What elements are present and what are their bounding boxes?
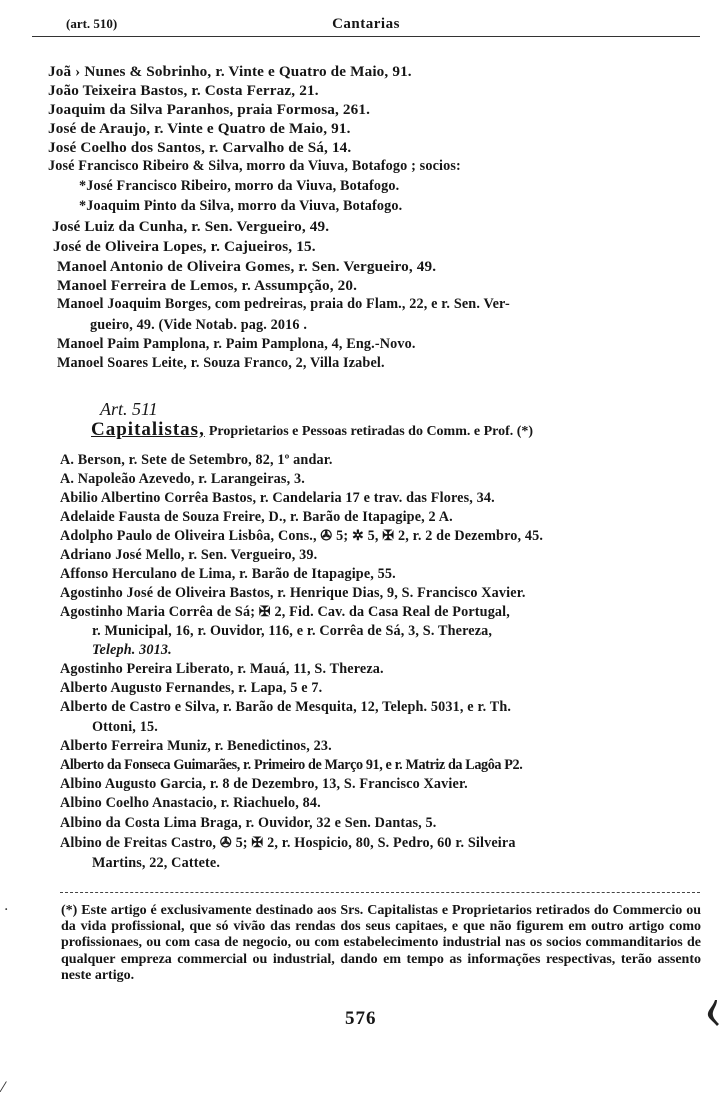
page-header (32, 16, 700, 38)
list-item: Manoel Soares Leite, r. Souza Franco, 2, Villa Izabel. (57, 355, 385, 371)
list-item: Martins, 22, Cattete. (92, 855, 221, 871)
list-item: Abilio Albertino Corrêa Bastos, r. Candelaria 17 e trav. das Flores, 34. (60, 490, 495, 506)
list-item: Adolpho Paulo de Oliveira Lisbôa, Cons., ✇ 5; ✲ 5, ✠ 2, r. 2 de Dezembro, 45. (60, 528, 544, 544)
article-number: Art. 511 (100, 399, 158, 419)
section-subtitle: Proprietarios e Pessoas retiradas do Comm. e Prof. (*) (208, 424, 534, 439)
list-item: Adelaide Fausta de Souza Freire, D., r. Barão de Itapagipe, 2 A. (60, 509, 453, 525)
list-item: José Francisco Ribeiro & Silva, morro da Viuva, Botafogo ; socios: (48, 158, 461, 174)
list-item: José Coelho dos Santos, r. Carvalho de Sá, 14. (48, 139, 352, 156)
article-reference: (art. 510) (66, 16, 118, 31)
list-item: A. Napoleão Azevedo, r. Larangeiras, 3. (60, 471, 305, 487)
list-item: Agostinho Pereira Liberato, r. Mauá, 11, S. Thereza. (60, 661, 384, 677)
list-item: Manoel Paim Pamplona, r. Paim Pamplona, 4, Eng.-Novo. (57, 336, 416, 352)
list-item: gueiro, 49. (Vide Notab. pag. 2016 . (90, 317, 308, 333)
header-rule (32, 36, 700, 37)
list-item: *José Francisco Ribeiro, morro da Viuva, Botafogo. (79, 178, 400, 194)
list-item: Manoel Ferreira de Lemos, r. Assumpção, 20. (57, 277, 358, 294)
margin-mark-icon: ⁄ (2, 1080, 5, 1096)
list-item: José Luiz da Cunha, r. Sen. Vergueiro, 49. (52, 218, 330, 235)
page-title: Cantarias (332, 16, 400, 32)
list-item: Albino da Costa Lima Braga, r. Ouvidor, 32 e Sen. Dantas, 5. (60, 815, 437, 831)
list-item: José de Araujo, r. Vinte e Quatro de Maio, 91. (48, 120, 351, 137)
list-item: Albino Coelho Anastacio, r. Riachuelo, 84. (60, 795, 321, 811)
ornament-icon (706, 1000, 720, 1026)
list-item: Alberto Augusto Fernandes, r. Lapa, 5 e 7. (60, 680, 323, 696)
footnote: (*) Este artigo é exclusivamente destinado aos Srs. Capitalistas e Proprietarios retirados do Commercio ou da vida profissional, que só vivão das rendas dos seus capitaes, e que não figurem em outro artigo como profissionaes, ou com casa de negocio, ou com estabelecimento industrial nas os socios commanditarios de qualquer empreza commercial ou industrial, dando em tempo as informações respectivas, terão assento neste artigo. (61, 903, 701, 983)
list-item: José de Oliveira Lopes, r. Cajueiros, 15. (53, 238, 316, 255)
list-item: Ottoni, 15. (92, 719, 158, 735)
section-title: Capitalistas, (91, 419, 205, 440)
section-heading (91, 419, 533, 441)
margin-mark-icon: · (4, 902, 9, 918)
list-item: Manoel Antonio de Oliveira Gomes, r. Sen. Vergueiro, 49. (57, 258, 437, 275)
page-number: 576 (345, 1008, 377, 1029)
list-item: Albino Augusto Garcia, r. 8 de Dezembro, 13, S. Francisco Xavier. (60, 776, 468, 792)
list-item: Joaquim da Silva Paranhos, praia Formosa, 261. (48, 101, 371, 118)
list-item: Adriano José Mello, r. Sen. Vergueiro, 39. (60, 547, 318, 563)
list-item: Alberto de Castro e Silva, r. Barão de Mesquita, 12, Teleph. 5031, e r. Th. (60, 699, 512, 715)
list-item: Joã › Nunes & Sobrinho, r. Vinte e Quatro de Maio, 91. (48, 63, 412, 80)
list-item: A. Berson, r. Sete de Setembro, 82, 1º andar. (60, 452, 333, 468)
list-item: Alberto da Fonseca Guimarães, r. Primeiro de Março 91, e r. Matriz da Lagôa P2. (60, 757, 523, 773)
list-item: João Teixeira Bastos, r. Costa Ferraz, 21. (48, 82, 319, 99)
list-item: r. Municipal, 16, r. Ouvidor, 116, e r. Corrêa de Sá, 3, S. Thereza, (92, 623, 493, 639)
list-item: Alberto Ferreira Muniz, r. Benedictinos, 23. (60, 738, 332, 754)
list-item: Agostinho José de Oliveira Bastos, r. Henrique Dias, 9, S. Francisco Xavier. (60, 585, 526, 601)
list-item: Agostinho Maria Corrêa de Sá; ✠ 2, Fid. Cav. da Casa Real de Portugal, (60, 604, 510, 620)
list-item: Manoel Joaquim Borges, com pedreiras, praia do Flam., 22, e r. Sen. Ver- (57, 296, 510, 312)
footnote-separator (60, 892, 700, 893)
list-item: Teleph. 3013. (92, 642, 172, 658)
list-item: Affonso Herculano de Lima, r. Barão de Itapagipe, 55. (60, 566, 396, 582)
list-item: Albino de Freitas Castro, ✇ 5; ✠ 2, r. Hospicio, 80, S. Pedro, 60 r. Silveira (60, 835, 516, 851)
list-item: *Joaquim Pinto da Silva, morro da Viuva, Botafogo. (79, 198, 403, 214)
